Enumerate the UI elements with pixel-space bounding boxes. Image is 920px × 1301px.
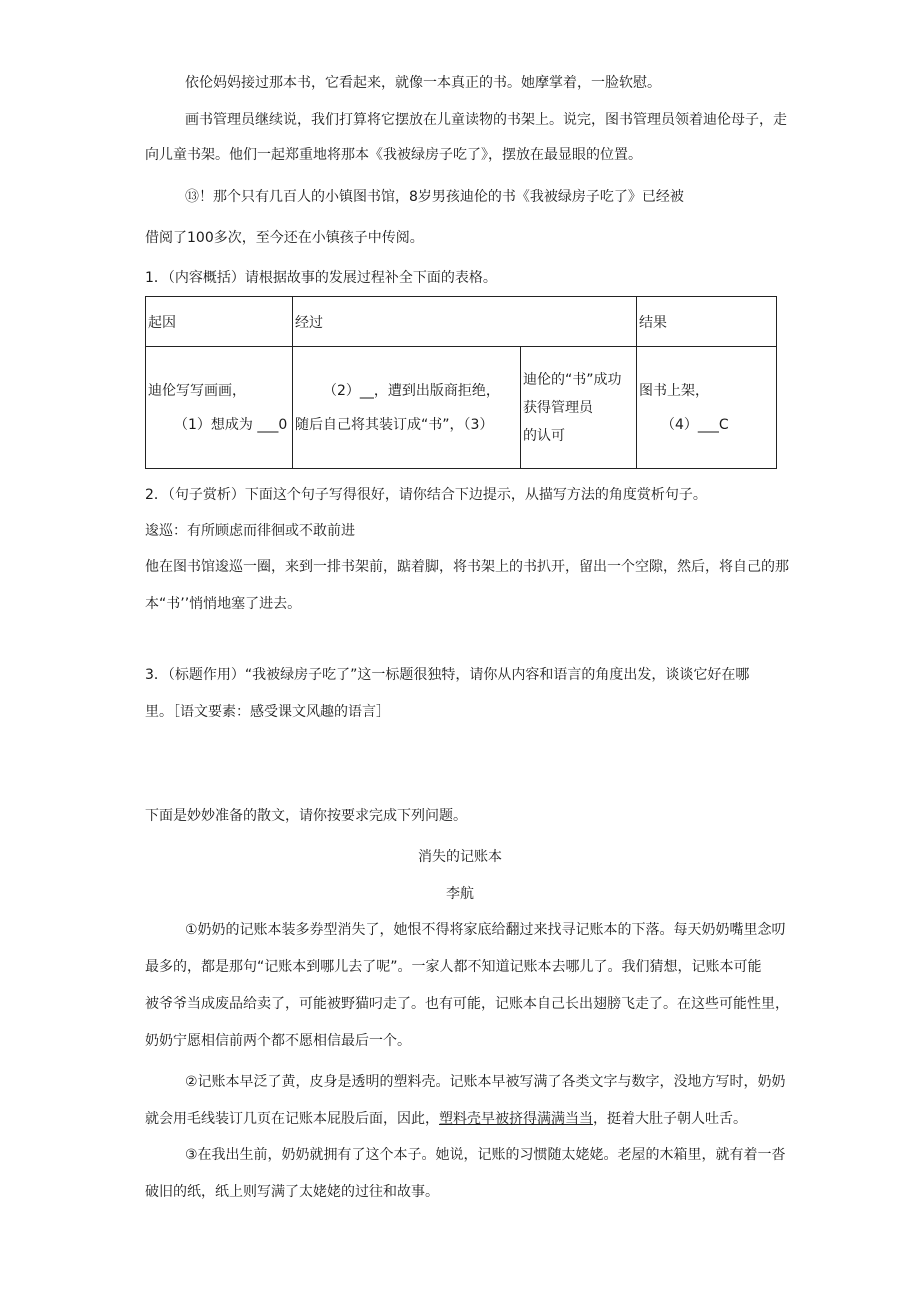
question-3-line-1: 3．（标题作用）“我被绿房子吃了”这一标题很独特，请你从内容和语言的角度出发，谈谈它好在哪 xyxy=(145,667,750,683)
essay-author: 李航 xyxy=(446,886,474,902)
question-2-hint: 逡巡：有所顾虑而徘徊或不敢前进 xyxy=(145,523,355,539)
table-cell-result xyxy=(637,347,777,469)
essay-paragraph-2-line-1: ②记账本早泛了黄，皮身是透明的塑料壳。记账本早被写满了各类文字与数字，没地方写时，奶奶 xyxy=(185,1074,786,1090)
story-paragraph-3-line-2: 借阅了100多次，至今还在小镇孩子中传阅。 xyxy=(145,230,424,246)
essay-p2-text-after: ，挺着大肚子朝人吐舌。 xyxy=(593,1111,747,1127)
story-paragraph-2-line-1: 画书管理员继续说，我们打算将它摆放在儿童读物的书架上。说完，图书管理员领着迪伦母子，走 xyxy=(185,112,787,128)
cause-blank-1[interactable]: （1）想成为 ___0 xyxy=(174,416,288,433)
essay-title: 消失的记账本 xyxy=(418,849,502,865)
process-b-line-2: 获得管理员 xyxy=(523,399,593,416)
process-b-line-3: 的认可 xyxy=(523,427,565,444)
table-header-process: 经过 xyxy=(293,297,637,347)
table-header-cause: 起因 xyxy=(146,297,293,347)
story-paragraph-2-line-2: 向儿童书架。他们一起郑重地将那本《我被绿房子吃了》，摆放在最显眼的位置。 xyxy=(145,147,642,163)
question-3-line-2: 里。［语文要素：感受课文风趣的语言］ xyxy=(145,704,390,720)
question-2-title: 2．（句子赏析）下面这个句子写得很好，请你结合下边提示，从描写方法的角度赏析句子。 xyxy=(145,487,707,503)
question-2-sentence-line-1: 他在图书馆逡巡一圈，来到一排书架前，踮着脚，将书架上的书扒开，留出一个空隙，然后，将自己的那 xyxy=(145,559,789,575)
table-cell-process-a xyxy=(293,347,521,469)
essay-intro: 下面是妙妙准备的散文，请你按要求完成下列问题。 xyxy=(145,808,467,824)
story-paragraph-3-line-1: ⑬！那个只有几百人的小镇图书馆，8岁男孩迪伦的书《我被绿房子吃了》已经被 xyxy=(185,189,684,205)
essay-paragraph-1-line-4: 奶奶宁愿相信前两个都不愿相信最后一个。 xyxy=(145,1033,411,1049)
essay-paragraph-1-line-3: 被爷爷当成废品给卖了，可能被野猫叼走了。也有可能，记账本自己长出翅膀飞走了。在这些可能性里， xyxy=(145,996,789,1012)
story-paragraph-1: 依伦妈妈接过那本书，它看起来，就像一本真正的书。她摩掌着，一脸软慰。 xyxy=(185,75,661,91)
question-1-title: 1．（内容概括）请根据故事的发展过程补全下面的表格。 xyxy=(145,270,497,286)
result-blank-4[interactable]: （4）___C xyxy=(661,416,729,433)
essay-paragraph-3-line-1: ③在我出生前，奶奶就拥有了这个本子。她说，记账的习惯随太姥姥。老屋的木箱里，就有着一沓 xyxy=(185,1147,786,1163)
table-cell-process-b xyxy=(521,347,637,469)
essay-paragraph-2-line-2 xyxy=(145,1109,747,1129)
story-summary-table xyxy=(145,296,777,469)
essay-paragraph-3-line-2: 破旧的纸，纸上则写满了太姥姥的过往和故事。 xyxy=(145,1184,439,1200)
essay-paragraph-1-line-2: 最多的，都是那句“记账本到哪儿去了呢”。一家人都不知道记账本去哪儿了。我们猜想，记账本可能 xyxy=(145,959,762,975)
process-b-line-1: 迪伦的“书”成功 xyxy=(523,371,622,388)
question-2-sentence-line-2: 本“书’’悄悄地塞了进去。 xyxy=(145,596,302,612)
cause-line-1: 迪伦写写画画， xyxy=(148,382,246,399)
essay-paragraph-1-line-1: ①奶奶的记账本装多券型消失了，她恨不得将家底给翻过来找寻记账本的下落。每天奶奶嘴里念叨 xyxy=(185,922,786,938)
process-blank-3[interactable]: 随后自己将其装订成“书”，（3） xyxy=(295,416,494,433)
result-line-1: 图书上架， xyxy=(639,382,709,399)
essay-p2-text-before: 就会用毛线装订几页在记账本屁股后面，因此， xyxy=(145,1111,439,1127)
table-header-result: 结果 xyxy=(637,297,777,347)
process-blank-2[interactable]: （2）__，遭到出版商拒绝， xyxy=(323,382,500,399)
table-cell-cause xyxy=(146,347,293,469)
essay-underlined-sentence: 塑料壳早被挤得满满当当 xyxy=(439,1111,593,1127)
